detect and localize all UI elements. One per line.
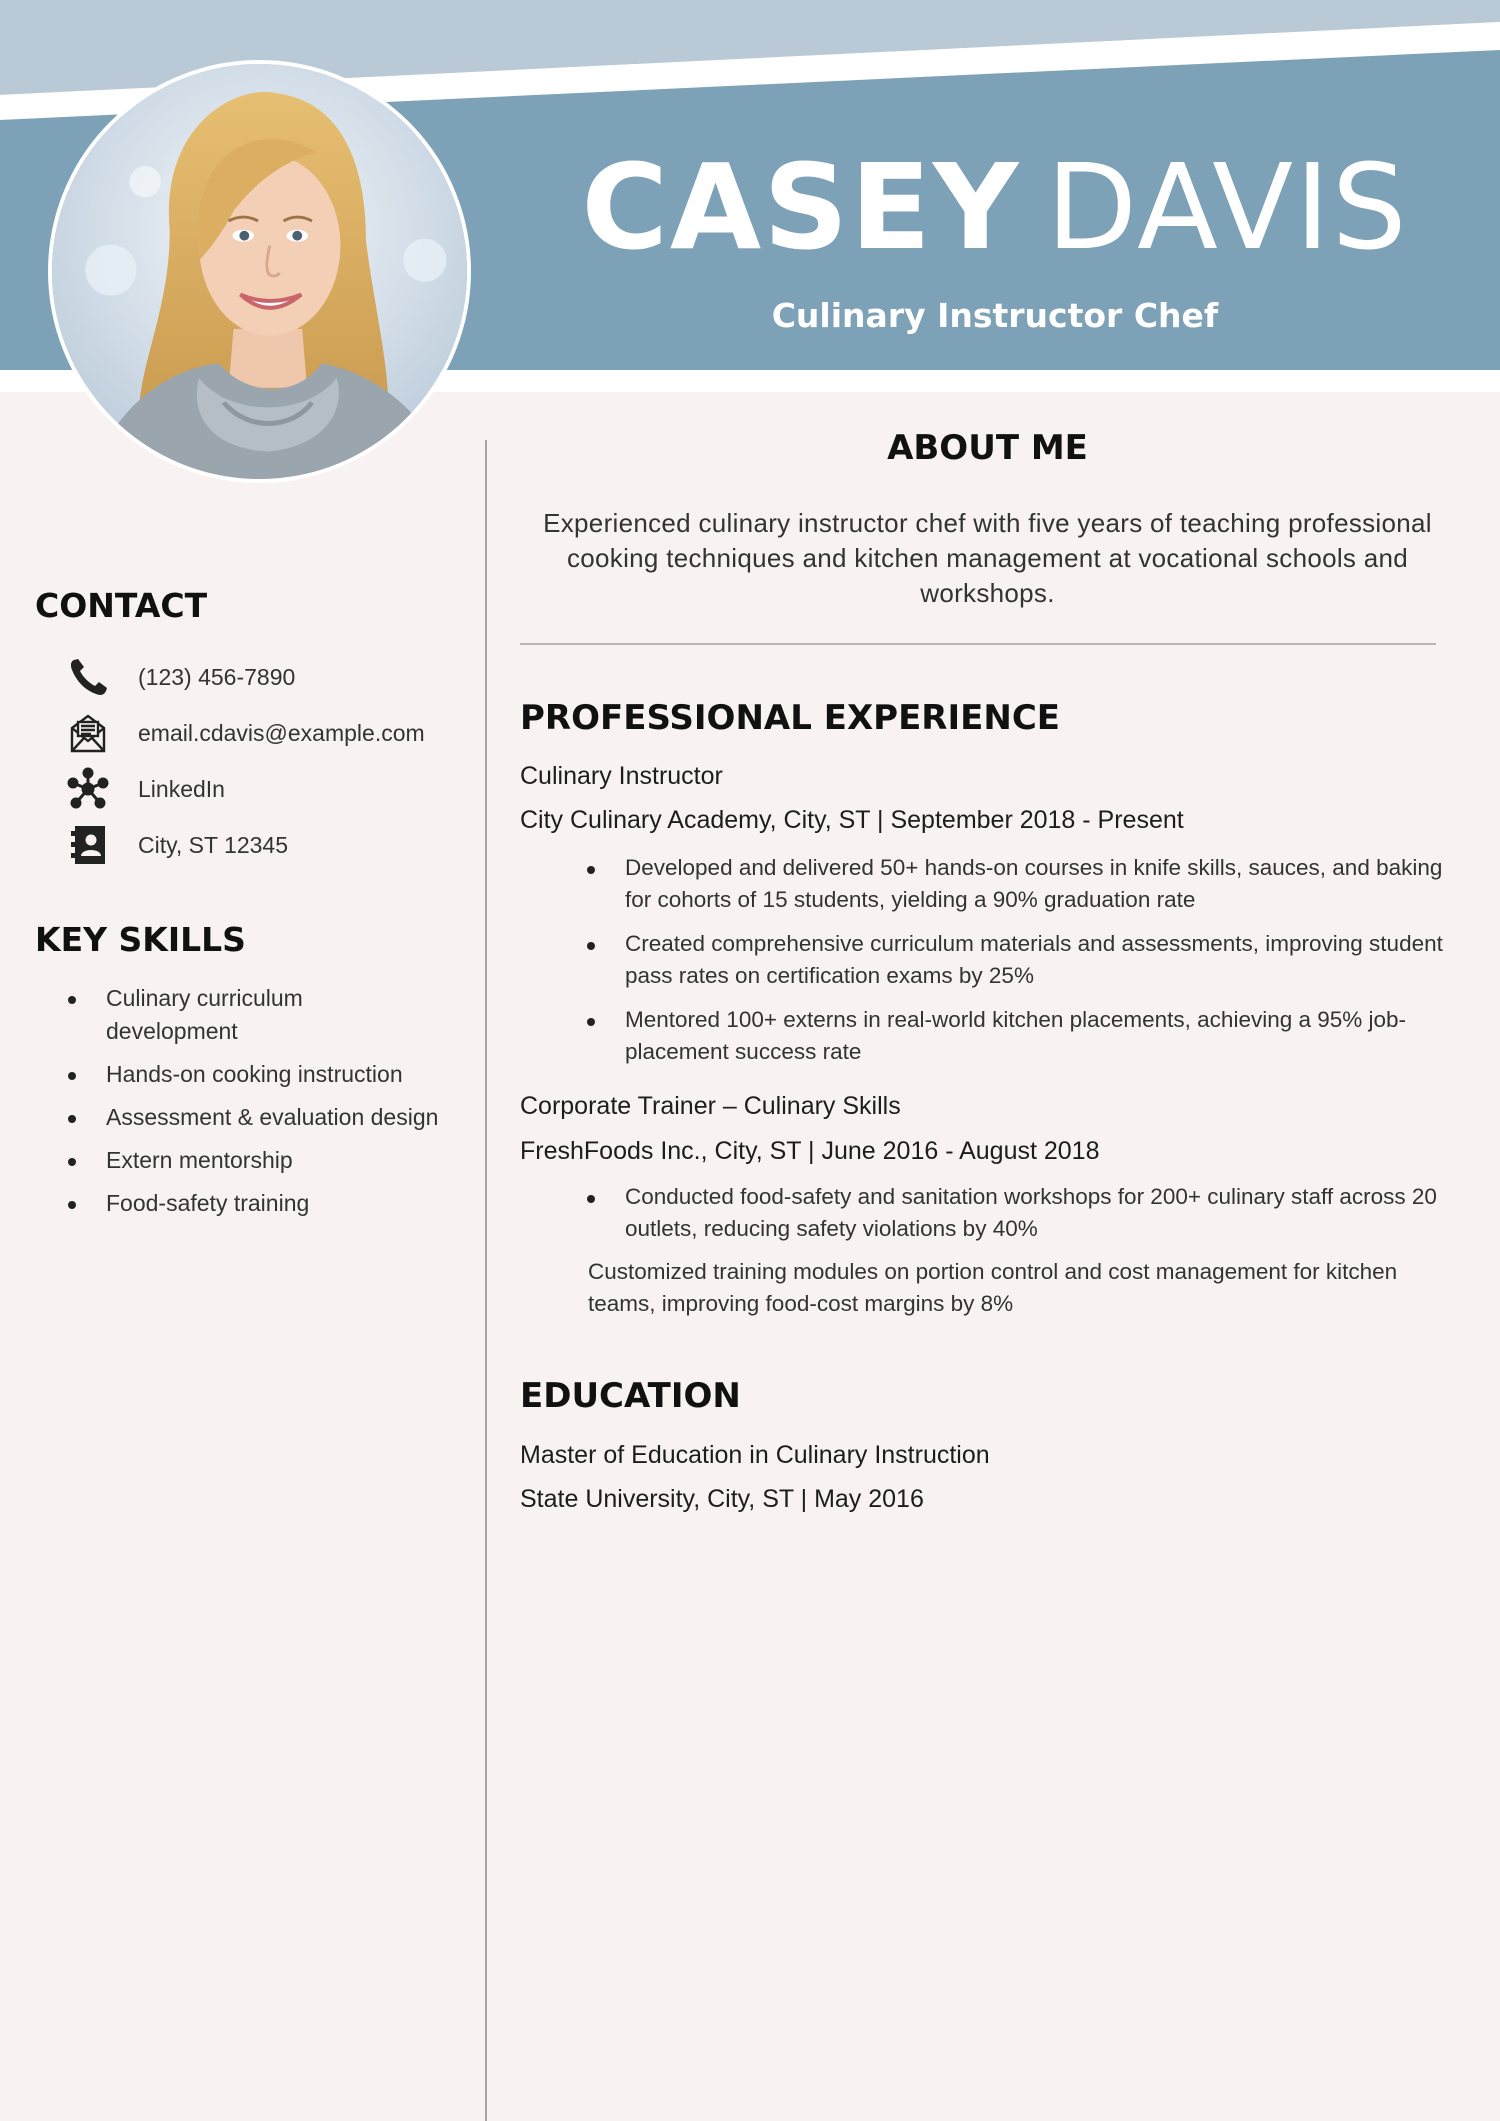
address-book-icon: [60, 822, 116, 868]
skill-item: Food-safety training: [60, 1187, 480, 1220]
last-name: DAVIS: [1046, 138, 1409, 276]
contact-phone[interactable]: [60, 654, 480, 700]
contact-linkedin[interactable]: [60, 766, 480, 812]
candidate-name: [560, 138, 1430, 276]
job-role: Culinary Instructor: [520, 762, 723, 790]
contact-text: City, ST 12345: [138, 831, 289, 858]
contact-heading: CONTACT: [35, 586, 208, 625]
profile-photo: [48, 60, 471, 483]
school-line: State University, City, ST | May 2016: [520, 1485, 924, 1513]
job-bullets: [585, 852, 1455, 1080]
phone-icon: [60, 654, 116, 700]
first-name: CASEY: [581, 138, 1021, 276]
skill-item: Culinary curriculum development: [60, 982, 360, 1048]
about-text: Experienced culinary instructor chef with five years of teaching professional cooking techniques and kitchen management at vocational schools and workshops.: [543, 508, 1432, 608]
job-title: Culinary Instructor Chef: [771, 296, 1219, 335]
job-role: Corporate Trainer – Culinary Skills: [520, 1092, 901, 1120]
job-bullet: Created comprehensive curriculum materials and assessments, improving student pass rates on certification exams by 25%: [585, 928, 1455, 992]
about-heading: ABOUT ME: [887, 428, 1088, 468]
skills-list: [60, 982, 480, 1230]
job-company: City Culinary Academy, City, ST | September 2018 - Present: [520, 806, 1184, 834]
network-icon: [60, 766, 116, 812]
job-company: FreshFoods Inc., City, ST | June 2016 - August 2018: [520, 1137, 1100, 1165]
job-bullet: Conducted food-safety and sanitation workshops for 200+ culinary staff across 20 outlets, reducing safety violations by 40%: [585, 1181, 1455, 1245]
experience-heading: PROFESSIONAL EXPERIENCE: [520, 698, 1060, 738]
contact-email[interactable]: [60, 710, 480, 756]
skills-heading: KEY SKILLS: [35, 920, 246, 959]
envelope-icon: [60, 710, 116, 756]
job-bullets: [585, 1181, 1455, 1257]
column-divider: [485, 440, 487, 2121]
job-bullet: Mentored 100+ externs in real-world kitchen placements, achieving a 95% job-placement success rate: [585, 1004, 1455, 1068]
education-heading: EDUCATION: [520, 1376, 741, 1416]
job-bullet: Developed and delivered 50+ hands-on courses in knife skills, sauces, and baking for cohorts of 15 students, yielding a 90% graduation rate: [585, 852, 1455, 916]
contact-text: email.cdavis@example.com: [138, 719, 425, 746]
skill-item: Hands-on cooking instruction: [60, 1058, 480, 1091]
skill-item: Assessment & evaluation design: [60, 1101, 480, 1134]
contact-text: (123) 456-7890: [138, 663, 296, 690]
job-extra-text: Customized training modules on portion control and cost management for kitchen teams, improving food-cost margins by 8%: [588, 1259, 1398, 1316]
degree: Master of Education in Culinary Instruction: [520, 1441, 990, 1469]
skill-item: Extern mentorship: [60, 1144, 480, 1177]
contact-address[interactable]: [60, 822, 480, 868]
contact-text: LinkedIn: [138, 775, 225, 802]
section-divider: [520, 643, 1436, 645]
portrait-photo: [52, 64, 467, 479]
